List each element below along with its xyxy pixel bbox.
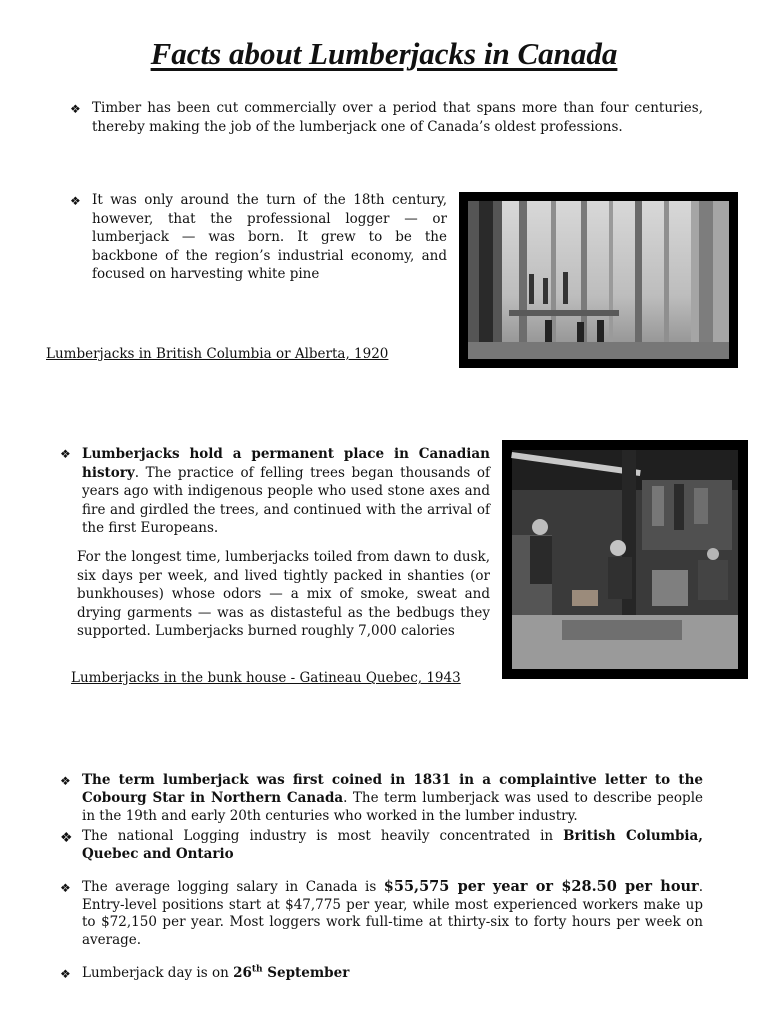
- fact-text: . Entry-level positions start at $47,775 per year, while most experienced workers make up to $72,150 per year. Most loggers work full-time at thirty-six to forty hours per week on average.: [82, 879, 703, 948]
- forest-photo: [459, 192, 738, 368]
- fact-paragraph: [82, 878, 703, 949]
- fact-paragraph: It was only around the turn of the 18th century, however, that the professional logger — or lumberjack — was born. It grew to be the backbone of the region’s industrial economy, and focused on harvesting white pine: [92, 192, 447, 282]
- fact-text: The national Logging industry is most heavily concentrated in: [82, 828, 564, 844]
- forest-photo-image: [459, 192, 738, 368]
- bunkhouse-photo: [502, 440, 748, 679]
- bullet-icon: ❖: [60, 881, 71, 895]
- fact-text: The average logging salary in Canada is: [82, 879, 384, 895]
- page-title: Facts about Lumberjacks in Canada: [150, 36, 618, 71]
- fact-highlight: The term lumberjack was first coined in 1831 in a complaintive letter to the Cobourg Star in Northern Canada: [82, 772, 703, 806]
- bullet-icon: ❖: [60, 447, 71, 461]
- date-day: 26: [233, 965, 252, 981]
- fact-highlight: $55,575 per year or $28.50 per hour: [383, 878, 699, 895]
- fact-paragraph: [82, 771, 703, 825]
- bunkhouse-photo-image: [502, 440, 748, 679]
- fact-paragraph: [82, 445, 490, 538]
- fact-paragraph: Timber has been cut commercially over a period that spans more than four centuries, thereby making the job of the lumberjack one of Canada’s oldest professions.: [92, 100, 703, 135]
- fact-paragraph: For the longest time, lumberjacks toiled from dawn to dusk, six days per week, and lived tightly packed in shanties (or bunkhouses) whose odors — a mix of smoke, sweat and drying garments — was as distasteful as the bedbugs they supported. Lumberjacks burned roughly 7,000 calories: [77, 549, 490, 639]
- photo-caption: Lumberjacks in British Columbia or Alberta, 1920: [46, 346, 389, 362]
- photo-caption: [46, 669, 490, 687]
- bullet-icon: ❖: [60, 774, 71, 788]
- bullet-icon: ❖: [60, 830, 73, 846]
- fact-text: Lumberjack day is on: [82, 965, 234, 981]
- fact-paragraph: [82, 964, 703, 983]
- bullet-icon: ❖: [70, 102, 81, 116]
- fact-text: . The term lumberjack was used to describe people in the 19th and early 20th centuries who worked in the lumber industry.: [82, 790, 703, 824]
- fact-highlight: British Columbia, Quebec and Ontario: [82, 828, 703, 862]
- fact-highlight: [233, 965, 349, 981]
- photo-caption-text: Lumberjacks in the bunk house - Gatineau Quebec, 1943: [71, 670, 461, 686]
- fact-text: . The practice of felling trees began thousands of years ago with indigenous people who used stone axes and fire and girdled the trees, and continued with the arrival of the first Europeans.: [82, 464, 490, 536]
- date-suffix: th: [251, 964, 263, 975]
- date-month: September: [262, 965, 350, 981]
- bullet-icon: ❖: [60, 967, 71, 981]
- fact-highlight: Lumberjacks hold a permanent place in Canadian history: [82, 446, 490, 481]
- bullet-icon: ❖: [70, 194, 81, 208]
- fact-paragraph: [82, 827, 703, 863]
